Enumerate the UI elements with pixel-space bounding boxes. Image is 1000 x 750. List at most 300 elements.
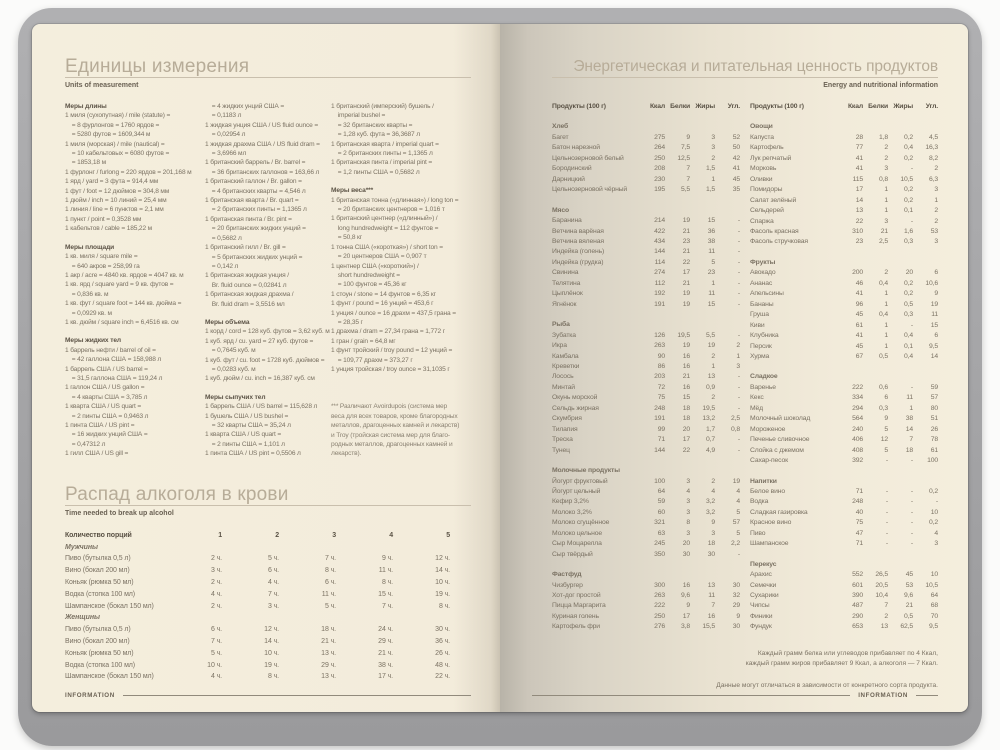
units-line: 1 кв. ярд / square yard = 9 кв. футов = (65, 281, 174, 289)
nutrition-value: 1 (711, 362, 715, 370)
nutrition-value: 10,5 (900, 175, 913, 183)
alcohol-hours-value: 4 ч. (210, 590, 222, 598)
units-line: 1 британский (имперский) бушель / (331, 103, 434, 110)
nutrition-row (750, 237, 938, 247)
right-page-content (552, 57, 938, 691)
nutrition-food-label: Сахар-песок (750, 457, 788, 465)
nutrition-value: 422 (654, 227, 665, 235)
nutrition-value: 0,2 (904, 186, 913, 194)
nutrition-row (552, 247, 740, 257)
nutrition-value: - (910, 321, 913, 329)
units-line: 1 фут / foot = 12 дюймов = 304,8 мм (65, 187, 170, 195)
nutrition-value: 2 (711, 352, 715, 360)
alcohol-row (65, 565, 471, 577)
nutrition-section-header-row (750, 477, 938, 487)
nutrition-value: 45 (905, 571, 913, 579)
units-line: = 20 центнеров США = 0,907 т (331, 253, 427, 261)
nutrition-value: 16 (682, 352, 690, 360)
nutrition-value: 21 (880, 227, 888, 235)
nutrition-value: 30 (682, 550, 690, 558)
nutrition-row (750, 612, 938, 622)
units-line: = 16 жидких унций США = (65, 431, 148, 439)
nutrition-food-label: Чизбургер (552, 581, 583, 589)
nutrition-value: 2,5 (731, 415, 740, 423)
units-line: 1 галлон США / US gallon = (65, 384, 145, 392)
nutrition-row (750, 300, 938, 310)
units-line: = 2 британских пинты = 1,1365 л (205, 206, 307, 214)
nutrition-value: 2 (884, 144, 888, 152)
nutrition-value: 0,3 (879, 404, 888, 412)
nutrition-value: 564 (852, 415, 863, 423)
nutrition-row (552, 425, 740, 435)
nutrition-row (552, 279, 740, 289)
nutrition-value: 21 (682, 279, 690, 287)
nutrition-value: 1 (884, 186, 888, 194)
nutrition-value: 0,2 (904, 196, 913, 204)
alcohol-portion-header: 4 (389, 531, 393, 539)
units-line: 1 жидкая драхма США / US fluid dram = (205, 140, 320, 148)
nutrition-value: 0,5 (879, 352, 888, 360)
units-line: 1 унция / ounce = 16 драхм = 437,5 грана = (331, 309, 456, 317)
nutrition-food-label: Чипсы (750, 602, 770, 610)
units-block (205, 318, 331, 384)
alcohol-hours-value: 7 ч. (267, 590, 279, 598)
units-line: = 28,35 г (331, 318, 363, 326)
alcohol-hours-value: 3 ч. (267, 602, 279, 610)
nutrition-food-label: Сельдерей (750, 207, 784, 215)
nutrition-value: 11 (708, 592, 715, 600)
nutrition-row (750, 206, 938, 216)
nutrition-value: 63 (657, 529, 665, 537)
alcohol-section-subtitle: Time needed to break up alcohol (65, 509, 174, 517)
nutrition-value: - (910, 165, 913, 173)
nutrition-section (750, 372, 938, 466)
nutrition-value: 1,8 (879, 133, 888, 141)
nutrition-value: 53 (930, 227, 938, 235)
nutrition-section-header-row (750, 258, 938, 268)
nutrition-section-name: Рыба (552, 321, 570, 329)
nutrition-value: 15 (682, 394, 690, 402)
nutrition-food-label: Слойка с джемом (750, 446, 804, 454)
nutrition-value: 1 (909, 404, 913, 412)
units-line: Br. fluid ounce = 0,02841 л (205, 281, 287, 289)
nutrition-value: 99 (657, 425, 665, 433)
nutrition-food-label: Молоко цельное (552, 529, 603, 537)
alcohol-hours-value: 21 ч. (321, 637, 336, 645)
nutrition-value: 18 (682, 404, 690, 412)
nutrition-food-label: Киви (750, 321, 765, 329)
nutrition-row (750, 268, 938, 278)
units-line: = 42 галлона США = 158,988 л (65, 356, 162, 364)
nutrition-food-label: Сухарики (750, 592, 779, 600)
nutrition-row (552, 341, 740, 351)
nutrition-value: 3 (884, 217, 888, 225)
nutrition-section-header-row (750, 122, 938, 132)
nutrition-value: - (737, 550, 740, 558)
alcohol-hours-value: 8 ч. (324, 567, 336, 575)
nutrition-value: 192 (654, 290, 665, 298)
alcohol-row (65, 577, 471, 589)
nutrition-value: 114 (654, 258, 665, 266)
nutrition-value: 1 (711, 175, 715, 183)
nutrition-value: 350 (654, 550, 665, 558)
units-line: 1 кв. дюйм / square inch = 6,4516 кв. см (65, 318, 179, 326)
footer-label: INFORMATION (65, 692, 115, 699)
alcohol-hours-value: 10 ч. (435, 579, 450, 586)
nutrition-value: 7 (686, 165, 690, 173)
nutrition-value: 20 (682, 540, 690, 548)
nutrition-value: 4 (686, 487, 690, 495)
alcohol-hours-value: 14 ч. (264, 637, 279, 645)
alcohol-hours-value: 12 ч. (264, 626, 279, 634)
nutrition-value: 46 (855, 279, 863, 287)
alcohol-hours-value: 14 ч. (435, 567, 450, 575)
nutrition-value: 300 (654, 581, 665, 589)
nutrition-value: 13 (707, 373, 715, 381)
nutrition-value: 3 (686, 498, 690, 506)
units-line: 1 куб. фут / cu. foot = 1728 куб. дюймов = (205, 356, 325, 364)
nutrition-value: 75 (855, 519, 863, 527)
nutrition-food-label: Багет (552, 133, 569, 141)
units-columns (65, 102, 471, 459)
nutrition-value: 11 (906, 394, 913, 402)
nutrition-value: 9 (884, 415, 888, 423)
nutrition-value: 19 (707, 342, 715, 350)
nutrition-food-label: Печенье сливочное (750, 436, 810, 444)
nutrition-food-label: Ветчина варёная (552, 227, 604, 235)
nutrition-food-label: Персик (750, 342, 772, 350)
nutrition-section-header-row (552, 466, 740, 476)
units-block (65, 243, 205, 328)
nutrition-value: 59 (930, 383, 938, 391)
nutrition-section (552, 206, 740, 311)
nutrition-value: 3 (934, 540, 938, 548)
units-line: 1 стоун / stone = 14 фунтов = 6,35 кг (331, 290, 436, 298)
nutrition-value: 115 (852, 175, 863, 183)
alcohol-hours-value: 5 ч. (267, 555, 279, 563)
nutrition-value: 100 (654, 477, 665, 485)
nutrition-food-label: Капуста (750, 133, 774, 141)
nutrition-food-label: Морковь (750, 165, 777, 173)
nutrition-row (552, 164, 740, 174)
alcohol-header-label: Количество порций (65, 531, 132, 539)
alcohol-hours-value: 29 ч. (378, 637, 393, 645)
units-line: short hundredweight = (331, 271, 401, 279)
nutrition-value: 57 (732, 519, 740, 527)
alcohol-drink-label: Водка (стопка 100 мл) (65, 590, 135, 598)
units-line: веса для всех товаров, кроме благородных (331, 412, 458, 420)
nutrition-value: 0,2 (929, 519, 938, 527)
alcohol-hours-value: 36 ч. (435, 637, 450, 645)
nutrition-row (750, 622, 938, 632)
nutrition-value: 126 (654, 331, 665, 339)
nutrition-value: 12,5 (677, 154, 690, 162)
nutrition-value: 40 (855, 508, 863, 516)
units-line: 1 фунт тройский / troy pound = 12 унций = (331, 347, 453, 355)
nutrition-value: 16 (707, 612, 715, 620)
alcohol-drink-label: Пиво (бутылка 0,5 л) (65, 626, 131, 634)
nutrition-value: 1,5 (706, 186, 715, 194)
nutrition-value: 16,3 (925, 144, 938, 152)
nutrition-food-label: Сыр твёрдый (552, 550, 593, 558)
nutrition-section (750, 122, 938, 247)
units-line: = 8 фурлонгов = 1760 ярдов = (65, 121, 160, 129)
nutrition-value: - (737, 237, 740, 245)
nutrition-value: 0,2 (904, 154, 913, 162)
nutrition-value: 60 (657, 508, 665, 516)
nutrition-value: 290 (852, 612, 863, 620)
nutrition-row (750, 321, 938, 331)
units-block (331, 102, 471, 177)
nutrition-food-label: Мёд (750, 404, 763, 412)
alcohol-hours-value: 2 ч. (210, 602, 222, 610)
alcohol-hours-value: 13 ч. (321, 673, 336, 681)
nutrition-value: 12 (880, 436, 888, 444)
nutrition-value: 2 (934, 217, 938, 225)
nutrition-value: 248 (654, 404, 665, 412)
nutrition-value: 64 (657, 487, 665, 495)
nutrition-food-label: Красное вино (750, 519, 792, 527)
units-line: = 2 пинты США = 0,9463 л (65, 412, 149, 420)
alcohol-hours-value: 22 ч. (435, 673, 450, 681)
units-line: 1 британская пинта / imperial pint = (331, 159, 433, 167)
nutrition-value: 62,5 (900, 623, 913, 631)
nutrition-food-label: Помидоры (750, 186, 783, 194)
nutrition-value: 32 (732, 592, 740, 600)
nutrition-value: - (737, 331, 740, 339)
nutrition-food-label: Бородинский (552, 165, 592, 173)
nutrition-food-label: Шампанское (750, 540, 789, 548)
nutrition-value: 263 (654, 592, 665, 600)
nutrition-food-label: Молочный шоколад (750, 415, 811, 423)
units-block (205, 102, 331, 309)
nutrition-value: 19 (732, 477, 740, 485)
nutrition-value: - (910, 487, 913, 495)
alcohol-hours-value: 48 ч. (435, 661, 450, 669)
nutrition-value: 5 (711, 258, 715, 266)
nutrition-value: - (737, 227, 740, 235)
nutrition-value: - (737, 290, 740, 298)
units-line: = 5 британских жидких унций = (205, 253, 303, 261)
units-block (65, 102, 205, 234)
nutrition-value: 653 (852, 623, 863, 631)
nutrition-value: 2,5 (879, 238, 888, 246)
nutrition-row (750, 601, 938, 611)
nutrition-value: 276 (654, 623, 665, 631)
nutrition-food-label: Батон нарезной (552, 144, 600, 152)
alcohol-drink-label: Коньяк (рюмка 50 мл) (65, 579, 134, 586)
units-line: = 5280 футов = 1609,344 м (65, 131, 151, 139)
nutrition-value: 0,6 (879, 383, 888, 391)
nutrition-food-label: Лосось (552, 373, 574, 381)
nutrition-row (750, 435, 938, 445)
nutrition-section-name: Фастфуд (552, 571, 582, 579)
nutrition-food-label: Салат зелёный (750, 196, 797, 204)
units-block-heading: Меры жидких тел (65, 337, 122, 345)
nutrition-column-header: Жиры (695, 103, 715, 110)
nutrition-value: 4,9 (706, 446, 715, 454)
alcohol-hours-value: 9 ч. (381, 555, 393, 563)
alcohol-hours-value: 4 ч. (267, 579, 279, 586)
nutrition-row (552, 331, 740, 341)
units-line: = 36 британских галлонов = 163,66 л (205, 168, 320, 176)
alcohol-hours-value: 7 ч. (324, 555, 336, 563)
left-page-content (65, 57, 471, 683)
nutrition-food-label: Груша (750, 311, 769, 319)
nutrition-value: 3,2 (706, 498, 715, 506)
nutrition-row (750, 279, 938, 289)
nutrition-row (750, 508, 938, 518)
alcohol-drink-label: Шампанское (бокал 150 мл) (65, 602, 154, 610)
nutrition-value: 2 (884, 612, 888, 620)
nutrition-row (750, 487, 938, 497)
nutrition-row (750, 383, 938, 393)
nutrition-value: 203 (654, 373, 665, 381)
nutrition-food-label: Варенье (750, 383, 776, 391)
nutrition-value: 274 (654, 269, 665, 277)
alcohol-hours-value: 13 ч. (321, 649, 336, 657)
nutrition-food-label: Кекс (750, 394, 764, 402)
nutrition-value: 13 (855, 207, 863, 215)
nutrition-food-label: Ягнёнок (552, 300, 577, 308)
nutrition-value: 5,5 (681, 186, 690, 194)
nutrition-value: 1,6 (904, 227, 913, 235)
nutrition-row (750, 289, 938, 299)
nutrition-row (750, 497, 938, 507)
nutrition-value: 1 (884, 321, 888, 329)
nutrition-row (750, 342, 938, 352)
nutrition-value: 6 (884, 394, 888, 402)
nutrition-row (552, 383, 740, 393)
nutrition-value: 264 (654, 144, 665, 152)
nutrition-section (750, 477, 938, 550)
nutrition-value: 64 (930, 592, 938, 600)
right-page-footer (532, 692, 938, 699)
nutrition-value: 0,1 (904, 342, 913, 350)
nutrition-value: 0,2 (929, 487, 938, 495)
nutrition-value: 19 (682, 300, 690, 308)
alcohol-hours-value: 6 ч. (267, 567, 279, 575)
nutrition-value: - (737, 300, 740, 308)
units-line: родных металлов, драгоценных камней и (331, 441, 453, 448)
alcohol-hours-value: 3 ч. (210, 567, 222, 575)
alcohol-hours-value: 38 ч. (378, 661, 393, 669)
units-block (65, 336, 205, 458)
nutrition-value: 200 (852, 269, 863, 277)
nutrition-value: 16 (682, 383, 690, 391)
units-line: = 0,0283 куб. м (205, 365, 256, 373)
nutrition-value: 6 (934, 269, 938, 277)
nutrition-value: 0,3 (904, 238, 913, 246)
nutrition-value: 59 (657, 498, 665, 506)
nutrition-products-header: Продукты (100 г) (552, 103, 606, 110)
alcohol-hours-value: 8 ч. (438, 602, 450, 610)
nutrition-value: - (737, 394, 740, 402)
units-line: = 1853,18 м (65, 159, 106, 167)
nutrition-value: 19,5 (677, 331, 690, 339)
nutrition-value: 21 (682, 248, 690, 256)
units-line: 1 баррель США / US barrel = (65, 365, 148, 373)
nutrition-value: 45 (855, 311, 863, 319)
alcohol-hours-value: 8 ч. (381, 579, 393, 586)
units-line: = 4 жидких унций США = (205, 103, 285, 110)
units-line: = 0,7645 куб. м (205, 347, 256, 355)
nutrition-value: 86 (657, 362, 665, 370)
units-block-heading: Меры площади (65, 243, 115, 251)
nutrition-value: 18 (682, 415, 690, 423)
units-line: 1 корд / cord = 128 куб. футов = 3,62 куб. м (205, 328, 330, 336)
units-line: 1 гран / grain = 64,8 мг (331, 337, 396, 345)
nutrition-row (750, 446, 938, 456)
nutrition-value: - (737, 404, 740, 412)
nutrition-value: 1 (884, 300, 888, 308)
nutrition-food-label: Тилапия (552, 425, 578, 433)
units-line: 1 британская кварта / Br. quart = (205, 197, 299, 205)
nutrition-value: 67 (855, 352, 863, 360)
units-section-subtitle: Units of measurement (65, 82, 139, 89)
units-line: 1 пинта США / US pint = 0,5506 л (205, 450, 301, 458)
nutrition-value: 10,5 (925, 581, 938, 589)
nutrition-value: 15 (707, 300, 715, 308)
units-block (205, 393, 331, 459)
nutrition-food-label: Спаржа (750, 217, 774, 225)
nutrition-value: 0,2 (904, 279, 913, 287)
nutrition-row (552, 352, 740, 362)
nutrition-value: 0,4 (904, 352, 913, 360)
nutrition-value: 90 (657, 352, 665, 360)
alcohol-row (65, 648, 471, 660)
alcohol-hours-value: 12 ч. (435, 555, 450, 563)
nutrition-row (750, 404, 938, 414)
nutrition-value: 61 (855, 321, 863, 329)
nutrition-food-label: Пиво (750, 529, 766, 537)
nutrition-value: - (910, 540, 913, 548)
nutrition-food-label: Хурма (750, 352, 770, 360)
nutrition-value: 26,5 (875, 571, 888, 579)
nutrition-value: 77 (855, 144, 863, 152)
nutrition-food-label: Зубатка (552, 331, 576, 339)
nutrition-value: 6 (934, 332, 938, 340)
nutrition-value: 2 (711, 394, 715, 402)
nutrition-row (750, 425, 938, 435)
nutrition-value: 4 (711, 487, 715, 495)
units-line: = 0,5682 л (205, 234, 242, 242)
nutrition-value: 230 (654, 175, 665, 183)
nutrition-value: 41 (855, 332, 863, 340)
nutrition-value: 53 (905, 581, 913, 589)
nutrition-value: 14 (930, 352, 938, 360)
nutrition-value: 52 (732, 133, 740, 141)
nutrition-value: - (737, 217, 740, 225)
nutrition-value: 195 (654, 186, 665, 194)
nutrition-column-header: Ккал (649, 103, 665, 110)
alcohol-portion-header: 5 (446, 531, 450, 539)
nutrition-value: 19,5 (702, 404, 715, 412)
nutrition-food-label: Йогурт фруктовый (552, 477, 608, 485)
nutrition-value: - (737, 279, 740, 287)
nutrition-food-label: Дарницкий (552, 175, 585, 183)
nutrition-value: 7 (711, 602, 715, 610)
nutrition-value: 7 (909, 436, 913, 444)
nutrition-value: 13 (880, 623, 888, 631)
nutrition-food-label: Белое вино (750, 487, 785, 495)
left-page-footer (65, 692, 471, 699)
nutrition-value: 14 (905, 425, 913, 433)
nutrition-value: 0,4 (904, 144, 913, 152)
nutrition-value: 21 (905, 602, 913, 610)
nutrition-value: - (910, 529, 913, 537)
nutrition-row (552, 612, 740, 622)
